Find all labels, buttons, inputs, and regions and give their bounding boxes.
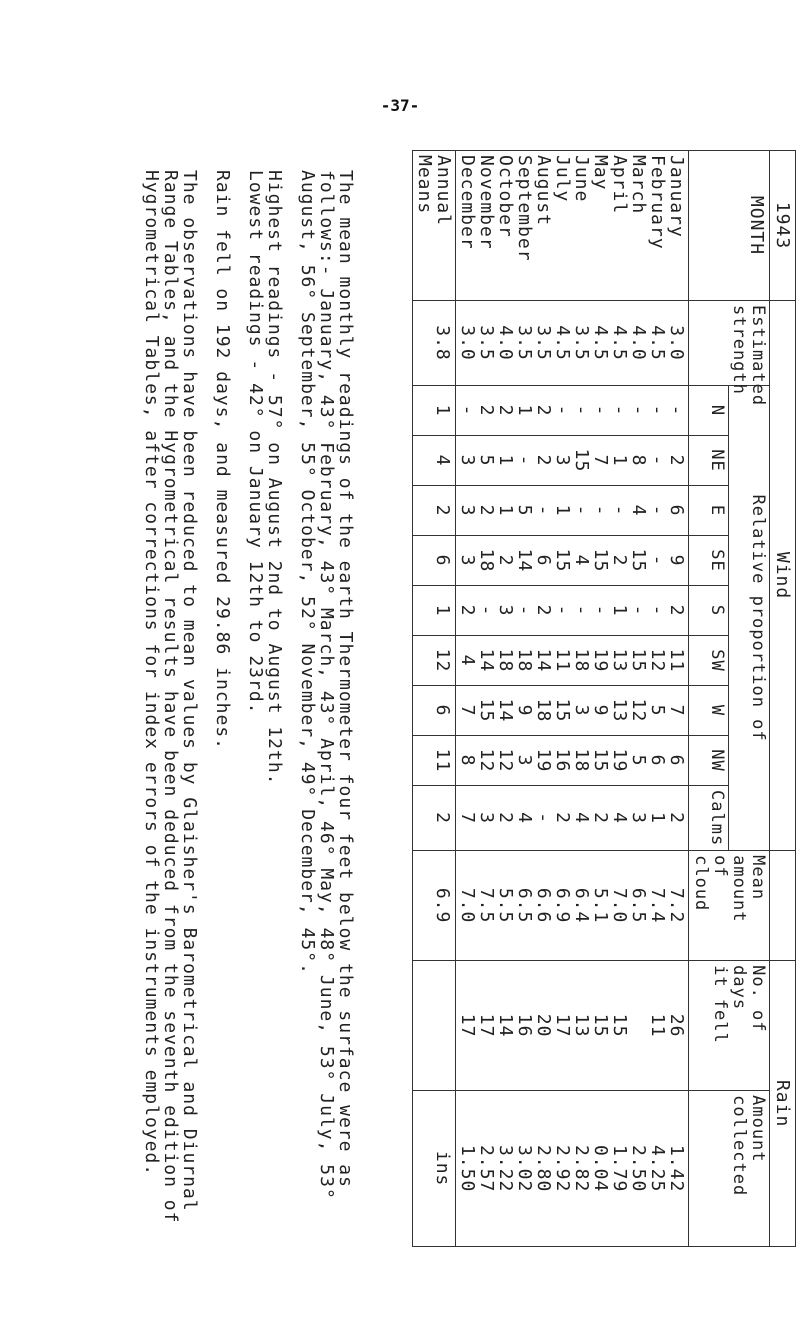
- annual-calms: 2: [413, 786, 456, 851]
- strength-header: Estimated strength: [689, 301, 770, 386]
- notes: [128, 170, 356, 1236]
- annual-days: [413, 961, 456, 1091]
- annual-strength: 3.8: [413, 301, 456, 386]
- dir-ne: NE: [689, 436, 730, 486]
- weather-table: [412, 150, 796, 1247]
- thermometer-note: The mean monthly readings of the earth Thermometer four feet below the surface were as follows:- January, 43° February, 43° March, 43° April, 46° May, 48° June, 53° July, 53° August, 56° September, 55° October, 52° November, 49° December, 45°.: [297, 170, 356, 1212]
- wind-header: Wind: [770, 301, 796, 851]
- ne-values: 2 - 8 1 7 15 3 2 - 1 5 3: [456, 436, 689, 486]
- dir-e: E: [689, 486, 730, 536]
- relative-proportion-header: Relative proportion of: [729, 386, 770, 851]
- dir-s: S: [689, 586, 730, 636]
- observations-note: The observations have been reduced to mean values by Glaisher's Barometrical and Diurnal Range Tables, and the Hygrometrical results have been deduced from the seventh edition of Hygrometrical Tables, after corrections for index errors of the instruments employed.: [141, 170, 200, 1236]
- lowest-note: Lowest readings - 42° on January 12th to 23rd.: [245, 170, 266, 715]
- dir-n: N: [689, 386, 730, 436]
- annual-nw: 11: [413, 736, 456, 786]
- annual-se: 6: [413, 536, 456, 586]
- monthly-data-row: [456, 151, 689, 1247]
- annual-ne: 4: [413, 436, 456, 486]
- w-values: 7 5 12 13 9 3 15 18 9 14 15 7: [456, 686, 689, 736]
- year-cell: 1943: [770, 151, 796, 301]
- annual-w: 6: [413, 686, 456, 736]
- annual-means-row: [413, 151, 456, 1247]
- dir-calms: Calms: [689, 786, 730, 851]
- se-values: 9 - 15 2 15 4 15 6 14 2 18 3: [456, 536, 689, 586]
- days-values: 26 11 15 15 13 17 20 16 14 17 17: [456, 961, 689, 1091]
- cloud-header: Mean amount of cloud: [689, 851, 770, 961]
- annual-n: 1: [413, 386, 456, 436]
- dir-se: SE: [689, 536, 730, 586]
- annual-sw: 12: [413, 636, 456, 686]
- n-values: - - - - - - - 2 1 2 2 -: [456, 386, 689, 436]
- amount-unit: ins: [432, 1150, 453, 1187]
- dir-nw: NW: [689, 736, 730, 786]
- days-header: No. of days it fell: [689, 961, 770, 1091]
- rain-note: Rain fell on 192 days, and measured 29.86 inches.: [212, 170, 233, 751]
- rotated-sheet: [60, 150, 800, 1250]
- highest-note: Highest readings - 57° on August 2nd to August 12th.: [264, 170, 285, 786]
- dir-sw: SW: [689, 636, 730, 686]
- amount-values: 1.42 4.25 2.50 1.79 0.04 2.82 2.92 2.80 3.02 3.22 2.57 1.50: [456, 1091, 689, 1247]
- amount-header: Amount collected: [689, 1091, 770, 1247]
- strength-values: 3.0 4.5 4.0 4.5 4.5 3.5 4.5 3.5 3.5 4.0 3.5 3.0: [456, 301, 689, 386]
- cloud-values: 7.2 7.4 6.5 7.0 5.1 6.4 6.9 6.6 6.5 5.5 7.5 7.0: [456, 851, 689, 961]
- annual-means-label: Annual Means: [413, 151, 456, 301]
- rain-header: Rain: [770, 961, 796, 1247]
- month-header: MONTH: [689, 151, 770, 301]
- month-list: January February March April May June July August September October November December: [456, 151, 689, 301]
- calms-values: 2 1 3 4 2 4 2 - 4 2 3 7: [456, 786, 689, 851]
- s-values: 2 - - 1 - - - 2 - 3 - 2: [456, 586, 689, 636]
- annual-s: 1: [413, 586, 456, 636]
- dir-w: W: [689, 686, 730, 736]
- sw-values: 11 12 15 13 19 18 11 14 18 18 14 4: [456, 636, 689, 686]
- cloud-spacer: [770, 851, 796, 961]
- nw-values: 6 6 5 19 15 18 16 19 3 12 12 8: [456, 736, 689, 786]
- annual-amount-cell: [413, 1091, 456, 1247]
- page-number: -37-: [380, 96, 420, 115]
- annual-cloud: 6.9: [413, 851, 456, 961]
- annual-e: 2: [413, 486, 456, 536]
- e-values: 6 - 4 - - - 1 - 5 1 2 3: [456, 486, 689, 536]
